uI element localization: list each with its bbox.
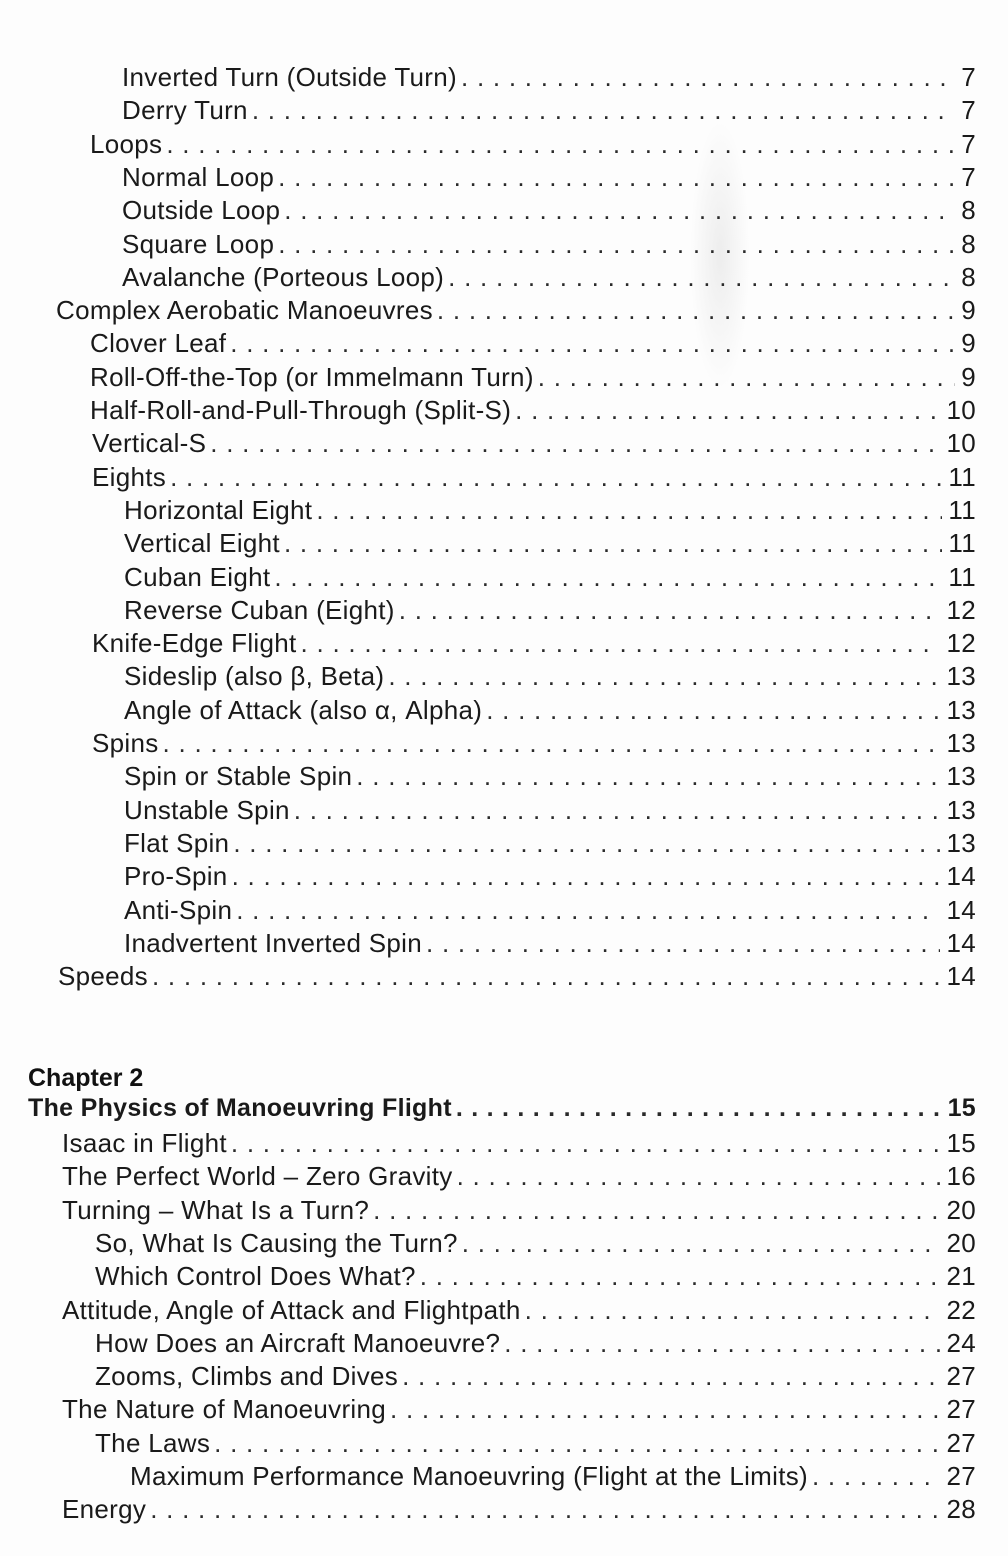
toc-entry-page-number: 11 xyxy=(948,461,976,492)
toc-entry-page-number: 27 xyxy=(946,1427,976,1458)
toc-entry-title: Inverted Turn (Outside Turn) xyxy=(122,62,457,92)
dot-leader xyxy=(538,362,955,393)
toc-entry-page-number: 12 xyxy=(946,628,976,659)
toc-entry-title: The Nature of Manoeuvring xyxy=(62,1394,387,1425)
toc-entry-title: Roll-Off-the-Top (or Immelmann Turn) xyxy=(90,361,534,392)
toc-entry[interactable] xyxy=(130,1461,976,1494)
dot-leader xyxy=(504,1328,940,1359)
dot-leader xyxy=(163,728,941,759)
toc-entry-page-number: 13 xyxy=(946,761,976,792)
toc-entry-title: So, What Is Causing the Turn? xyxy=(95,1227,458,1258)
toc-entry[interactable] xyxy=(92,728,976,761)
toc-entry-page-number: 22 xyxy=(946,1294,976,1325)
toc-entry[interactable] xyxy=(28,1094,976,1127)
dot-leader xyxy=(420,1261,941,1292)
toc-entry[interactable] xyxy=(124,661,976,694)
dot-leader xyxy=(236,895,940,926)
toc-entry[interactable] xyxy=(90,362,976,395)
toc-entry-page-number: 9 xyxy=(961,361,976,392)
dot-leader xyxy=(252,95,955,126)
toc-entry[interactable] xyxy=(92,628,976,661)
toc-entry[interactable] xyxy=(62,1394,976,1427)
toc-entry-title: Complex Aerobatic Manoeuvres xyxy=(56,295,433,326)
toc-entry[interactable] xyxy=(90,328,976,361)
toc-entry[interactable] xyxy=(124,695,976,728)
dot-leader xyxy=(284,528,942,559)
toc-entry-title: Unstable Spin xyxy=(124,794,290,825)
dot-leader xyxy=(278,162,955,193)
dot-leader xyxy=(150,1494,940,1525)
toc-entry-title: Isaac in Flight xyxy=(62,1128,227,1158)
toc-entry-page-number: 13 xyxy=(946,661,976,692)
dot-leader xyxy=(461,62,955,93)
toc-entry[interactable] xyxy=(124,528,976,561)
toc-entry-title: The Perfect World – Zero Gravity xyxy=(62,1161,453,1192)
toc-entry-title: Clover Leaf xyxy=(90,328,227,359)
toc-entry[interactable] xyxy=(124,761,976,794)
toc-entry[interactable] xyxy=(62,1161,976,1194)
toc-entry[interactable] xyxy=(124,861,976,894)
toc-entry[interactable] xyxy=(62,1195,976,1228)
dot-leader xyxy=(426,928,940,959)
toc-entry[interactable] xyxy=(124,562,976,595)
toc-entry-page-number: 12 xyxy=(946,594,976,625)
toc-entry[interactable] xyxy=(124,495,976,528)
toc-entry-title: Reverse Cuban (Eight) xyxy=(124,594,395,625)
toc-entry-title: Outside Loop xyxy=(122,195,281,226)
toc-entry-title: Turning – What Is a Turn? xyxy=(62,1194,370,1225)
toc-entry-title: Energy xyxy=(62,1494,147,1525)
toc-entry-page-number: 28 xyxy=(946,1494,976,1525)
dot-leader xyxy=(525,1295,941,1326)
toc-entry-title: Vertical-S xyxy=(92,428,207,459)
dot-leader xyxy=(373,1195,940,1226)
toc-entry-page-number: 15 xyxy=(947,1094,976,1122)
toc-entry[interactable] xyxy=(62,1128,976,1161)
toc-entry-page-number: 24 xyxy=(946,1327,976,1358)
toc-entry-title: Spin or Stable Spin xyxy=(124,761,353,792)
dot-leader xyxy=(284,195,955,226)
toc-entry-title: Derry Turn xyxy=(122,95,248,126)
toc-entry[interactable] xyxy=(92,428,976,461)
toc-entry-title: Angle of Attack (also α, Alpha) xyxy=(124,694,483,725)
toc-entry[interactable] xyxy=(95,1361,976,1394)
dot-leader xyxy=(812,1461,940,1492)
toc-entry-page-number: 13 xyxy=(946,728,976,758)
toc-entry-title: Half-Roll-and-Pull-Through (Split-S) xyxy=(90,395,512,425)
toc-entry-title: Eights xyxy=(92,461,167,492)
toc-entry-page-number: 27 xyxy=(946,1361,976,1392)
toc-entry-page-number: 13 xyxy=(946,794,976,825)
toc-entry-page-number: 7 xyxy=(961,95,976,126)
toc-entry-title: Inadvertent Inverted Spin xyxy=(124,927,423,958)
toc-entry-page-number: 7 xyxy=(961,128,976,159)
toc-entry-title: The Physics of Manoeuvring Flight xyxy=(28,1094,452,1122)
toc-entry[interactable] xyxy=(124,795,976,828)
dot-leader xyxy=(515,395,940,426)
toc-entry-page-number: 11 xyxy=(948,561,976,592)
dot-leader xyxy=(390,1394,940,1425)
chapter-label: Chapter 2 xyxy=(28,1064,144,1092)
toc-entry-title: Loops xyxy=(90,128,163,159)
dot-leader xyxy=(274,562,942,593)
dot-leader xyxy=(233,828,940,859)
toc-entry[interactable] xyxy=(90,395,976,428)
toc-entry-page-number: 8 xyxy=(961,228,976,259)
toc-entry[interactable] xyxy=(122,262,976,295)
toc-entry-page-number: 16 xyxy=(946,1161,976,1192)
toc-entry-title: The Laws xyxy=(95,1427,211,1458)
toc-entry-title: Speeds xyxy=(58,961,148,992)
toc-entry-page-number: 11 xyxy=(948,494,976,525)
toc-entry-title: Spins xyxy=(92,728,159,758)
dot-leader xyxy=(152,961,940,992)
toc-entry[interactable] xyxy=(95,1261,976,1294)
toc-entry[interactable] xyxy=(122,95,976,128)
toc-entry-title: Normal Loop xyxy=(122,161,275,192)
dot-leader xyxy=(214,1428,940,1459)
dot-leader xyxy=(301,628,941,659)
toc-entry-title: Which Control Does What? xyxy=(95,1261,416,1292)
toc-entry-title: Flat Spin xyxy=(124,827,230,858)
toc-entry-title: Anti-Spin xyxy=(124,894,233,925)
dot-leader xyxy=(316,495,942,526)
dot-leader xyxy=(448,262,955,293)
toc-entry-title: Vertical Eight xyxy=(124,528,280,559)
toc-entry[interactable] xyxy=(124,828,976,861)
toc-entry-page-number: 7 xyxy=(961,161,976,192)
toc-entry[interactable] xyxy=(92,462,976,495)
toc-entry-page-number: 9 xyxy=(961,328,976,359)
toc-entry-title: Attitude, Angle of Attack and Flightpath xyxy=(62,1294,521,1325)
dot-leader xyxy=(462,1228,941,1259)
dot-leader xyxy=(231,1128,941,1159)
dot-leader xyxy=(232,861,941,892)
toc-entry-page-number: 15 xyxy=(946,1128,976,1158)
toc-entry-page-number: 13 xyxy=(946,827,976,858)
toc-entry-title: Square Loop xyxy=(122,228,275,259)
toc-entry-page-number: 11 xyxy=(948,528,976,559)
toc-entry[interactable] xyxy=(95,1228,976,1261)
dot-leader xyxy=(486,695,940,726)
toc-entry[interactable] xyxy=(122,229,976,262)
dot-leader xyxy=(210,428,940,459)
toc-entry-title: Cuban Eight xyxy=(124,561,271,592)
dot-leader xyxy=(402,1361,940,1392)
toc-entry-title: Pro-Spin xyxy=(124,861,228,892)
toc-entry-page-number: 9 xyxy=(961,295,976,326)
toc-entry-title: Sideslip (also β, Beta) xyxy=(124,661,385,692)
dot-leader xyxy=(170,462,942,493)
toc-entry-page-number: 20 xyxy=(946,1194,976,1225)
toc-entry-page-number: 14 xyxy=(946,961,976,992)
toc-entry-title: Avalanche (Porteous Loop) xyxy=(122,261,445,292)
dot-leader xyxy=(166,129,955,160)
toc-entry[interactable] xyxy=(124,895,976,928)
toc-entry-page-number: 14 xyxy=(946,894,976,925)
toc-entry[interactable] xyxy=(124,595,976,628)
dot-leader xyxy=(356,761,940,792)
toc-entry[interactable] xyxy=(122,62,976,95)
dot-leader xyxy=(456,1094,942,1123)
dot-leader xyxy=(230,328,955,359)
toc-entry-title: How Does an Aircraft Manoeuvre? xyxy=(95,1327,501,1358)
toc-entry-title: Knife-Edge Flight xyxy=(92,628,297,659)
toc-entry-page-number: 8 xyxy=(961,195,976,226)
toc-entry-page-number: 13 xyxy=(946,694,976,725)
dot-leader xyxy=(294,795,941,826)
dot-leader xyxy=(399,595,941,626)
toc-entry-title: Zooms, Climbs and Dives xyxy=(95,1361,399,1392)
toc-entry-page-number: 27 xyxy=(946,1394,976,1425)
toc-entry-page-number: 8 xyxy=(961,261,976,292)
dot-leader xyxy=(388,661,940,692)
toc-entry[interactable] xyxy=(90,129,976,162)
toc-entry[interactable] xyxy=(62,1494,976,1527)
toc-entry[interactable] xyxy=(62,1295,976,1328)
toc-entry-page-number: 14 xyxy=(946,927,976,958)
toc-entry-page-number: 14 xyxy=(946,861,976,892)
toc-entry-page-number: 7 xyxy=(961,62,976,92)
toc-entry[interactable] xyxy=(95,1428,976,1461)
toc-entry-page-number: 10 xyxy=(946,395,976,425)
toc-entry-page-number: 10 xyxy=(946,428,976,459)
toc-entry[interactable] xyxy=(95,1328,976,1361)
toc-entry[interactable] xyxy=(58,961,976,994)
toc-entry[interactable] xyxy=(122,195,976,228)
toc-entry-title: Maximum Performance Manoeuvring (Flight at the Limits) xyxy=(130,1461,808,1491)
toc-entry-page-number: 21 xyxy=(946,1261,976,1292)
dot-leader xyxy=(278,229,955,260)
toc-entry-title: Horizontal Eight xyxy=(124,494,313,525)
toc-entry-page-number: 20 xyxy=(946,1227,976,1258)
dot-leader xyxy=(437,295,955,326)
toc-entry-page-number: 27 xyxy=(946,1461,976,1491)
toc-entry[interactable] xyxy=(56,295,976,328)
toc-entry[interactable] xyxy=(122,162,976,195)
toc-entry[interactable] xyxy=(124,928,976,961)
dot-leader xyxy=(457,1161,941,1192)
